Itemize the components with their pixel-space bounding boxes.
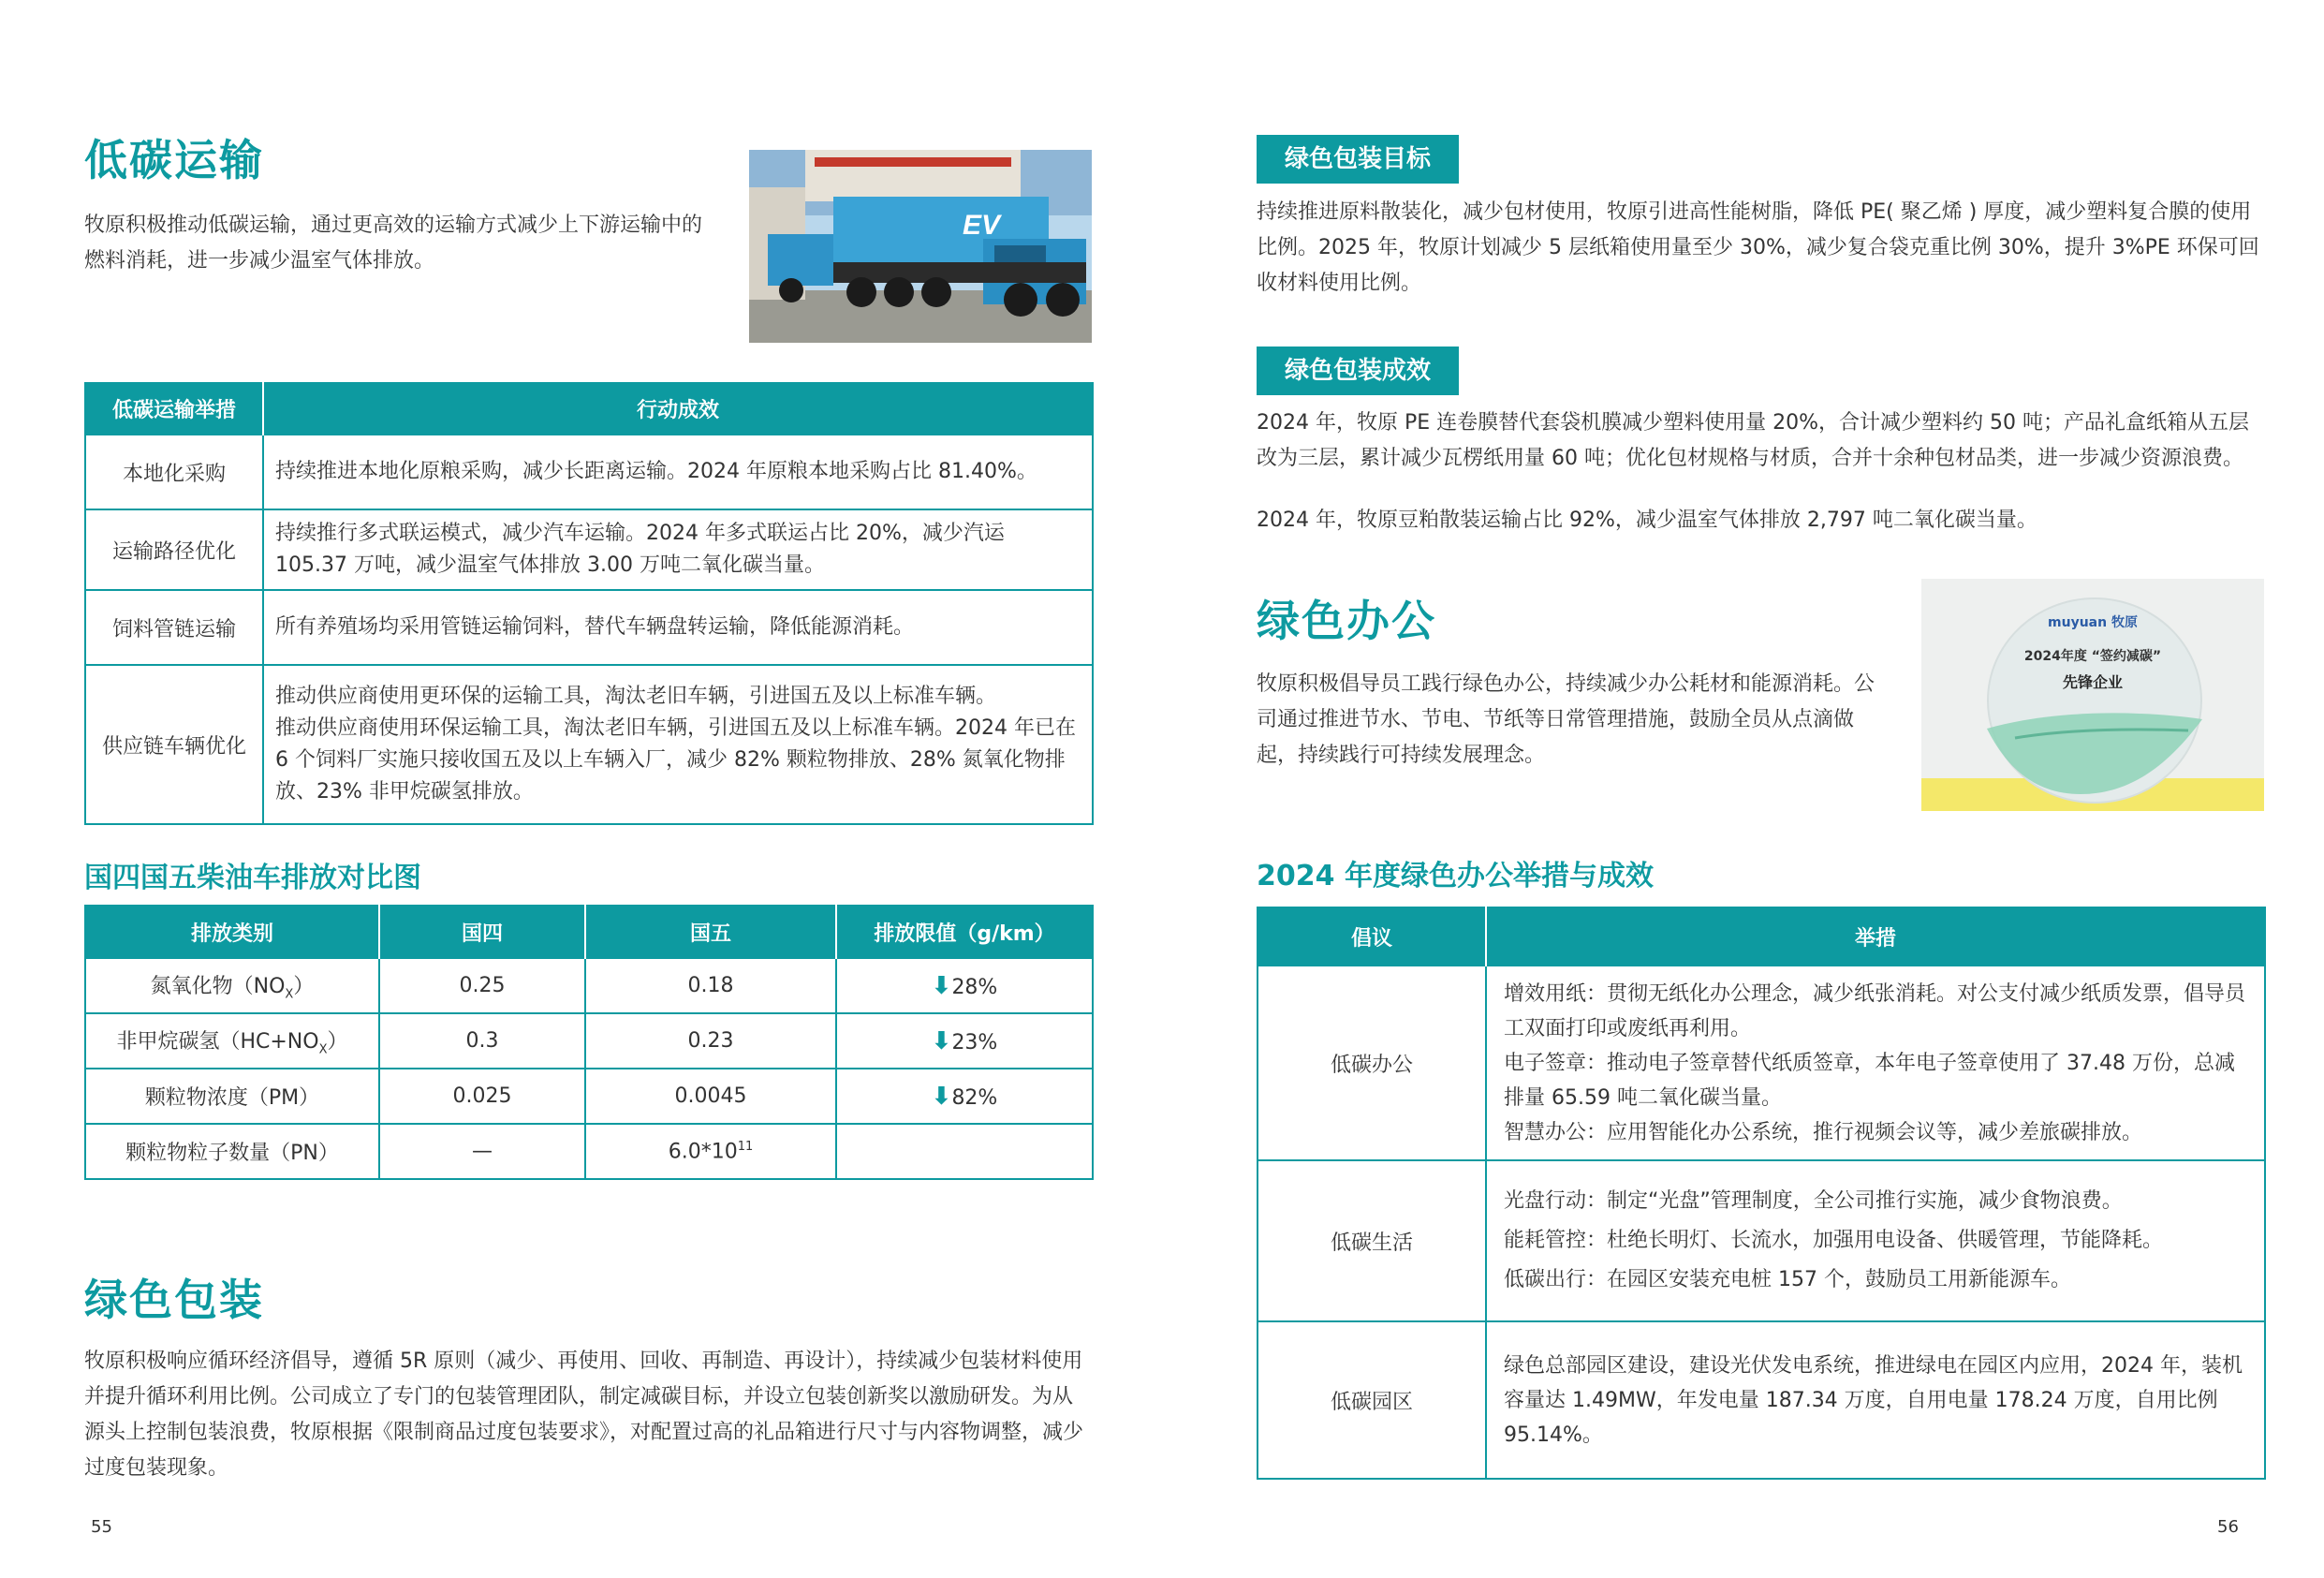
low-carbon-transport-table	[84, 382, 1094, 825]
table2-cell-category: 颗粒物浓度（PM）	[85, 1069, 379, 1124]
table-row	[85, 958, 1093, 1013]
down-arrow-icon: ⬇	[931, 1026, 952, 1055]
table2-header-category: 排放类别	[85, 906, 379, 958]
trophy-brand: muyuan 牧原	[2048, 615, 2138, 630]
table1-cell-measure: 运输路径优化	[85, 509, 263, 590]
packaging-goal-tag: 绿色包装目标	[1257, 135, 1459, 184]
low-carbon-transport-title: 低碳运输	[84, 135, 264, 185]
table1-cell-effect: 持续推进本地化原粮采购，减少长距离运输。2024 年原粮本地采购占比 81.40%。	[263, 435, 1093, 509]
table3-cell-initiative: 低碳生活	[1258, 1160, 1486, 1321]
page-number-right: 56	[2217, 1517, 2239, 1537]
table-row	[85, 590, 1093, 665]
green-office-title: 绿色办公	[1257, 596, 1436, 646]
table3-header-initiative: 倡议	[1258, 907, 1486, 966]
table3-cell-measure	[1486, 1160, 2265, 1321]
table1-header-effect: 行动成效	[263, 383, 1093, 435]
green-packaging-text: 牧原积极响应循环经济倡导，遵循 5R 原则（减少、再使用、回收、再制造、再设计），持续减少包装材料使用并提升循环利用比例。公司成立了专门的包装管理团队，制定减碳目标，并设立包装创新奖以激励研发。为从源头上控制包装浪费，牧原根据《限制商品过度包装要求》，对配置过高的礼品箱进行尺寸与内容物调整，减少过度包装现象。	[84, 1349, 1084, 1480]
table1-header-measure: 低碳运输举措	[85, 383, 263, 435]
table3-measure-line: 低碳出行：在园区安装充电桩 157 个，鼓励员工用新能源车。	[1504, 1268, 2071, 1291]
packaging-result-text-1: 2024 年，牧原 PE 连卷膜替代套袋机膜减少塑料使用量 20%，合计减少塑料约 50 吨；产品礼盒纸箱从五层改为三层，累计减少瓦楞纸用量 60 吨；优化包材规格与材质，合并十余种包材品类，进一步减少资源浪费。	[1257, 411, 2250, 470]
table2-cell-limit: ⬇28%	[836, 958, 1093, 1013]
table-row	[85, 1069, 1093, 1124]
page-number-left: 55	[91, 1517, 112, 1537]
table2-cell-guo4: —	[379, 1124, 585, 1179]
table2-header-guo4: 国四	[379, 906, 585, 958]
emission-compare-title: 国四国五柴油车排放对比图	[84, 862, 421, 894]
table2-cell-guo5: $6.0*10^{11}$	[585, 1124, 836, 1179]
green-office-text: 牧原积极倡导员工践行绿色办公，持续减少办公耗材和能源消耗。公司通过推进节水、节电、节纸等日常管理措施，鼓励全员从点滴做起，持续践行可持续发展理念。	[1257, 672, 1875, 767]
table2-cell-guo5: 0.18	[585, 958, 836, 1013]
table-row	[1258, 1321, 2265, 1479]
table2-cell-category: 颗粒物粒子数量（PN）	[85, 1124, 379, 1179]
table-row	[85, 1124, 1093, 1179]
table2-cell-guo4: 0.25	[379, 958, 585, 1013]
truck-photo	[749, 150, 1092, 343]
table1-cell-effect: 所有养殖场均采用管链运输饲料，替代车辆盘转运输，降低能源消耗。	[263, 590, 1093, 665]
table-row	[1258, 966, 2265, 1160]
table-row	[85, 665, 1093, 824]
trophy-line-2: 先锋企业	[2062, 673, 2123, 691]
table2-cell-guo4: 0.3	[379, 1013, 585, 1069]
packaging-goal-text: 持续推进原料散装化，减少包材使用，牧原引进高性能树脂，降低 PE( 聚乙烯 ) 厚度，减少塑料复合膜的使用比例。2025 年，牧原计划减少 5 层纸箱使用量至少 30%，减少复合袋克重比例 30%，提升 3%PE 环保可回收材料使用比例。	[1257, 200, 2259, 295]
table-row	[85, 509, 1093, 590]
table3-cell-initiative: 低碳办公	[1258, 966, 1486, 1160]
table3-measure-line: 电子签章：推动电子签章替代纸质签章，本年电子签章使用了 37.48 万份，总减排量 65.59 吨二氧化碳当量。	[1504, 1051, 2235, 1110]
table2-cell-limit: ⬇23%	[836, 1013, 1093, 1069]
table2-cell-category: 氮氧化物$(NO_X)$	[85, 958, 379, 1013]
down-arrow-icon: ⬇	[931, 971, 952, 1000]
table-row	[85, 1013, 1093, 1069]
green-office-table-title: 2024 年度绿色办公举措与成效	[1257, 860, 1654, 892]
table3-measure-line: 光盘行动：制定“光盘”管理制度，全公司推行实施，减少食物浪费。	[1504, 1189, 2123, 1213]
trophy-line-1: 2024年度 “签约减碳”	[2023, 649, 2162, 664]
table2-header-guo5: 国五	[585, 906, 836, 958]
table2-header-limit: 排放限值（g/km）	[836, 906, 1093, 958]
emission-compare-table	[84, 905, 1094, 1180]
table2-cell-guo4: 0.025	[379, 1069, 585, 1124]
packaging-result-tag: 绿色包装成效	[1257, 347, 1459, 395]
award-trophy-photo	[1921, 579, 2264, 811]
table2-cell-category: 非甲烷碳氢$(HC+NO_X)$	[85, 1013, 379, 1069]
table1-cell-measure: 饲料管链运输	[85, 590, 263, 665]
table1-cell-effect	[263, 665, 1093, 824]
table3-header-measure: 举措	[1486, 907, 2265, 966]
table3-cell-measure	[1486, 966, 2265, 1160]
green-packaging-title: 绿色包装	[84, 1275, 264, 1325]
table2-cell-guo5: 0.23	[585, 1013, 836, 1069]
table3-measure-line: 绿色总部园区建设，建设光伏发电系统，推进绿电在园区内应用，2024 年，装机容量达 1.49MW，年发电量 187.34 万度，自用电量 178.24 万度，自用比例 95.14%。	[1504, 1353, 2243, 1447]
green-office-table	[1257, 907, 2266, 1480]
table1-effect-line: 推动供应商使用更环保的运输工具，淘汰老旧车辆，引进国五及以上标准车辆。	[275, 685, 997, 708]
table2-cell-guo5: 0.0045	[585, 1069, 836, 1124]
table1-cell-measure: 供应链车辆优化	[85, 665, 263, 824]
table1-cell-measure: 本地化采购	[85, 435, 263, 509]
low-carbon-transport-intro: 牧原积极推动低碳运输，通过更高效的运输方式减少上下游运输中的燃料消耗，进一步减少温室气体排放。	[84, 214, 703, 273]
down-arrow-icon: ⬇	[931, 1082, 952, 1111]
table3-measure-line: 智慧办公：应用智能化办公系统，推行视频会议等，减少差旅碳排放。	[1504, 1120, 2143, 1144]
table2-cell-limit: ⬇82%	[836, 1069, 1093, 1124]
table1-cell-effect: 持续推行多式联运模式，减少汽车运输。2024 年多式联运占比 20%，减少汽运 105.37 万吨，减少温室气体排放 3.00 万吨二氧化碳当量。	[263, 509, 1093, 590]
table1-effect-line: 推动供应商使用环保运输工具，淘汰老旧车辆，引进国五及以上标准车辆。2024 年已在 6 个饲料厂实施只接收国五及以上车辆入厂，减少 82% 颗粒物排放、28% 氮氧化物排放、23% 非甲烷碳氢排放。	[275, 716, 1076, 804]
table-row	[85, 435, 1093, 509]
truck-ev-label: EV	[963, 210, 1001, 241]
packaging-result-text-2: 2024 年，牧原豆粕散装运输占比 92%，减少温室气体排放 2,797 吨二氧化碳当量。	[1257, 509, 2037, 532]
table-row	[1258, 1160, 2265, 1321]
table3-cell-initiative: 低碳园区	[1258, 1321, 1486, 1479]
table3-measure-line: 能耗管控：杜绝长明灯、长流水，加强用电设备、供暖管理，节能降耗。	[1504, 1229, 2164, 1252]
table3-cell-measure	[1486, 1321, 2265, 1479]
table2-cell-limit	[836, 1124, 1093, 1179]
table3-measure-line: 增效用纸：贯彻无纸化办公理念，减少纸张消耗。对公支付减少纸质发票，倡导员工双面打印或废纸再利用。	[1504, 981, 2246, 1040]
